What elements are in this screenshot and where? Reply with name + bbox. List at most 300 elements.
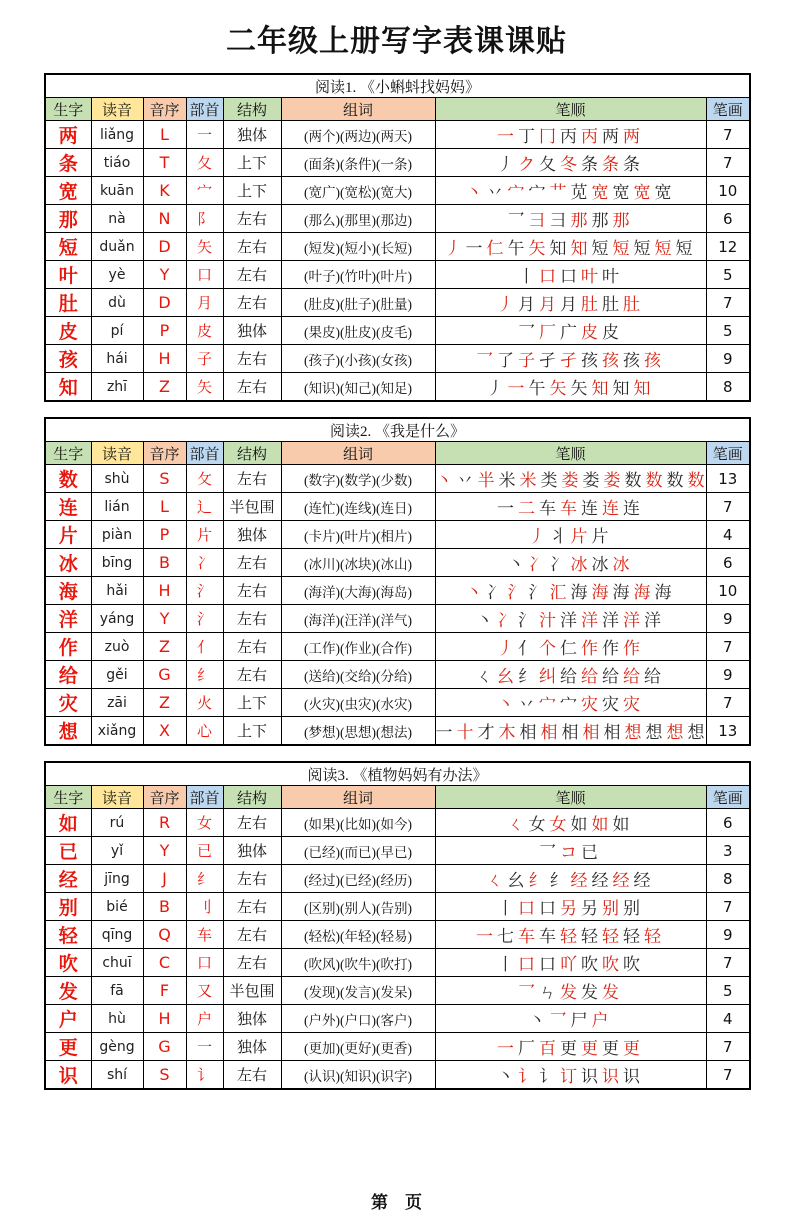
stroke-step: 想: [645, 723, 663, 742]
structure-cell: 左右: [223, 261, 281, 289]
stroke-count-cell: 9: [706, 921, 750, 949]
pinyin-cell: bīng: [91, 549, 143, 577]
column-header: 笔画: [706, 442, 750, 465]
stroke-step: 一: [507, 379, 525, 398]
stroke-step: 海: [570, 583, 588, 602]
stroke-order-cell: [435, 717, 706, 746]
stroke-step: 丙: [581, 127, 598, 146]
structure-cell: 上下: [223, 689, 281, 717]
stroke-step: 仁: [560, 639, 577, 658]
stroke-step: 丷: [456, 471, 474, 490]
stroke-step: 洋: [644, 611, 661, 630]
stroke-step: 作: [623, 639, 640, 658]
stroke-step: 矢: [528, 239, 546, 258]
stroke-step: 彐: [549, 211, 567, 230]
stroke-step: 丶: [497, 695, 514, 714]
table-row: [45, 121, 750, 149]
char-cell: 识: [45, 1061, 91, 1090]
stroke-step: 丙: [560, 127, 577, 146]
stroke-order-cell: [435, 373, 706, 402]
structure-cell: 左右: [223, 921, 281, 949]
words-cell: (宽广)(宽松)(宽大): [281, 177, 435, 205]
stroke-count-cell: 7: [706, 893, 750, 921]
stroke-step: 条: [602, 155, 619, 174]
stroke-count-cell: 5: [706, 317, 750, 345]
stroke-order-cell: [435, 345, 706, 373]
stroke-step: 彐: [528, 211, 546, 230]
stroke-step: 别: [602, 899, 619, 918]
radical-cell: 车: [186, 921, 223, 949]
column-header: 笔画: [706, 98, 750, 121]
pinyin-cell: pí: [91, 317, 143, 345]
stroke-step: 午: [507, 239, 525, 258]
stroke-count-cell: 7: [706, 1033, 750, 1061]
stroke-order-cell: [435, 837, 706, 865]
radical-cell: 已: [186, 837, 223, 865]
stroke-step: 叶: [581, 267, 598, 286]
char-cell: 皮: [45, 317, 91, 345]
stroke-step: 月: [560, 295, 577, 314]
stroke-step: 口: [518, 899, 535, 918]
initial-cell: J: [143, 865, 186, 893]
initial-cell: Y: [143, 605, 186, 633]
words-cell: (果皮)(肚皮)(皮毛): [281, 317, 435, 345]
stroke-step: 女: [549, 815, 567, 834]
structure-cell: 上下: [223, 717, 281, 746]
column-header: 结构: [223, 98, 281, 121]
stroke-step: 相: [540, 723, 558, 742]
table-row: [45, 345, 750, 373]
stroke-step: 尸: [570, 1011, 588, 1030]
stroke-step: 丶: [435, 471, 453, 490]
pinyin-cell: yáng: [91, 605, 143, 633]
stroke-step: 纟: [549, 871, 567, 890]
radical-cell: 口: [186, 261, 223, 289]
stroke-step: 别: [623, 899, 640, 918]
words-cell: (知识)(知己)(知足): [281, 373, 435, 402]
radical-cell: 又: [186, 977, 223, 1005]
radical-cell: 纟: [186, 661, 223, 689]
initial-cell: Q: [143, 921, 186, 949]
stroke-step: 类: [540, 471, 558, 490]
stroke-step: 月: [539, 295, 556, 314]
stroke-step: 汇: [549, 583, 567, 602]
stroke-order-cell: [435, 949, 706, 977]
stroke-step: 吹: [581, 955, 598, 974]
stroke-step: 口: [539, 267, 556, 286]
worksheet-table: [44, 417, 751, 746]
table-row: [45, 717, 750, 746]
structure-cell: 左右: [223, 465, 281, 493]
initial-cell: R: [143, 809, 186, 837]
words-cell: (连忙)(连线)(连日): [281, 493, 435, 521]
stroke-step: 孩: [623, 351, 640, 370]
structure-cell: 上下: [223, 149, 281, 177]
structure-cell: 左右: [223, 865, 281, 893]
radical-cell: 讠: [186, 1061, 223, 1090]
stroke-step: 丨: [497, 899, 514, 918]
stroke-step: 给: [581, 667, 598, 686]
stroke-count-cell: 7: [706, 949, 750, 977]
stroke-step: 乛: [518, 983, 535, 1002]
stroke-step: 冰: [612, 555, 630, 574]
words-cell: (海洋)(汪洋)(洋气): [281, 605, 435, 633]
stroke-step: 识: [581, 1067, 598, 1086]
structure-cell: 左右: [223, 809, 281, 837]
stroke-step: 讠: [539, 1067, 556, 1086]
stroke-step: 孩: [644, 351, 661, 370]
stroke-count-cell: 6: [706, 549, 750, 577]
stroke-step: 纠: [539, 667, 556, 686]
stroke-order-cell: [435, 493, 706, 521]
table-row: [45, 605, 750, 633]
words-cell: (两个)(两边)(两天): [281, 121, 435, 149]
stroke-order-cell: [435, 317, 706, 345]
stroke-step: 丨: [518, 267, 535, 286]
radical-cell: 冫: [186, 549, 223, 577]
stroke-step: 丿: [497, 639, 514, 658]
stroke-step: 氵: [528, 583, 546, 602]
stroke-step: 片: [570, 527, 588, 546]
char-cell: 户: [45, 1005, 91, 1033]
table-row: [45, 837, 750, 865]
column-header: 生字: [45, 442, 91, 465]
stroke-count-cell: 7: [706, 633, 750, 661]
worksheet-table: [44, 761, 751, 1090]
initial-cell: B: [143, 549, 186, 577]
stroke-step: 丬: [549, 527, 567, 546]
table-row: [45, 893, 750, 921]
stroke-count-cell: 7: [706, 493, 750, 521]
pinyin-cell: gěi: [91, 661, 143, 689]
structure-cell: 左右: [223, 661, 281, 689]
stroke-step: 另: [560, 899, 577, 918]
words-cell: (经过)(已经)(经历): [281, 865, 435, 893]
radical-cell: 一: [186, 1033, 223, 1061]
pinyin-cell: jīng: [91, 865, 143, 893]
stroke-step: 连: [581, 499, 598, 518]
stroke-step: 厂: [539, 323, 556, 342]
radical-cell: 氵: [186, 577, 223, 605]
stroke-step: 订: [560, 1067, 577, 1086]
pinyin-cell: gèng: [91, 1033, 143, 1061]
stroke-step: 宀: [539, 695, 556, 714]
stroke-step: 数: [624, 471, 642, 490]
char-cell: 想: [45, 717, 91, 746]
stroke-count-cell: 10: [706, 177, 750, 205]
words-cell: (轻松)(年轻)(轻易): [281, 921, 435, 949]
stroke-count-cell: 6: [706, 205, 750, 233]
char-cell: 那: [45, 205, 91, 233]
column-header: 音序: [143, 786, 186, 809]
stroke-step: 乛: [476, 351, 493, 370]
stroke-step: 连: [602, 499, 619, 518]
words-cell: (送给)(交给)(分给): [281, 661, 435, 689]
stroke-step: 亻: [518, 639, 535, 658]
stroke-count-cell: 13: [706, 717, 750, 746]
stroke-step: 洋: [560, 611, 577, 630]
column-header: 结构: [223, 786, 281, 809]
pinyin-cell: yǐ: [91, 837, 143, 865]
column-header: 笔顺: [435, 442, 706, 465]
stroke-step: 皮: [602, 323, 619, 342]
stroke-step: 乛: [518, 323, 535, 342]
pinyin-cell: dù: [91, 289, 143, 317]
stroke-step: 夂: [539, 155, 556, 174]
stroke-step: 宀: [528, 183, 546, 202]
stroke-step: 轻: [602, 927, 619, 946]
stroke-step: 汁: [539, 611, 556, 630]
initial-cell: P: [143, 521, 186, 549]
stroke-step: 孩: [581, 351, 598, 370]
table-title: 阅读3. 《植物妈妈有办法》: [45, 762, 750, 786]
stroke-step: 午: [528, 379, 546, 398]
structure-cell: 左右: [223, 345, 281, 373]
stroke-step: 宽: [612, 183, 630, 202]
initial-cell: L: [143, 121, 186, 149]
stroke-step: 纟: [518, 667, 535, 686]
radical-cell: 攵: [186, 465, 223, 493]
char-cell: 灾: [45, 689, 91, 717]
table-row: [45, 1061, 750, 1090]
stroke-step: 米: [519, 471, 537, 490]
radical-cell: 火: [186, 689, 223, 717]
words-cell: (那么)(那里)(那边): [281, 205, 435, 233]
initial-cell: Y: [143, 261, 186, 289]
char-cell: 数: [45, 465, 91, 493]
stroke-step: 丁: [518, 127, 535, 146]
stroke-step: 数: [687, 471, 705, 490]
stroke-step: 冫: [497, 611, 514, 630]
initial-cell: G: [143, 661, 186, 689]
initial-cell: C: [143, 949, 186, 977]
stroke-step: コ: [560, 843, 577, 862]
words-cell: (已经)(而已)(早已): [281, 837, 435, 865]
stroke-step: 一: [497, 1039, 514, 1058]
stroke-order-cell: [435, 577, 706, 605]
words-cell: (冰川)(冰块)(冰山): [281, 549, 435, 577]
stroke-step: ㄑ: [486, 871, 504, 890]
table-title: 阅读2. 《我是什么》: [45, 418, 750, 442]
stroke-step: 孑: [539, 351, 556, 370]
stroke-step: 短: [675, 239, 693, 258]
structure-cell: 左右: [223, 577, 281, 605]
stroke-count-cell: 5: [706, 261, 750, 289]
stroke-step: 口: [518, 955, 535, 974]
stroke-step: 给: [602, 667, 619, 686]
stroke-step: 丷: [486, 183, 504, 202]
column-header: 读音: [91, 786, 143, 809]
stroke-step: 海: [633, 583, 651, 602]
stroke-step: 口: [560, 267, 577, 286]
stroke-step: 两: [602, 127, 619, 146]
stroke-step: 洋: [602, 611, 619, 630]
pinyin-cell: hái: [91, 345, 143, 373]
stroke-step: 丶: [465, 583, 483, 602]
words-cell: (吹风)(吹牛)(吹打): [281, 949, 435, 977]
stroke-step: 经: [633, 871, 651, 890]
pinyin-cell: zhī: [91, 373, 143, 402]
stroke-step: 十: [456, 723, 474, 742]
words-cell: (数字)(数学)(少数): [281, 465, 435, 493]
table-row: [45, 921, 750, 949]
pinyin-cell: kuān: [91, 177, 143, 205]
pinyin-cell: fā: [91, 977, 143, 1005]
stroke-step: 叶: [602, 267, 619, 286]
stroke-order-cell: [435, 865, 706, 893]
stroke-step: 相: [561, 723, 579, 742]
pinyin-cell: rú: [91, 809, 143, 837]
stroke-order-cell: [435, 149, 706, 177]
stroke-step: 吹: [623, 955, 640, 974]
initial-cell: Z: [143, 633, 186, 661]
stroke-count-cell: 4: [706, 1005, 750, 1033]
initial-cell: H: [143, 577, 186, 605]
initial-cell: Z: [143, 373, 186, 402]
words-cell: (短发)(短小)(长短): [281, 233, 435, 261]
stroke-step: 七: [497, 927, 514, 946]
words-cell: (认识)(知识)(识字): [281, 1061, 435, 1090]
initial-cell: P: [143, 317, 186, 345]
stroke-step: 厂: [518, 1039, 535, 1058]
stroke-order-cell: [435, 521, 706, 549]
column-header: 部首: [186, 442, 223, 465]
pinyin-cell: nà: [91, 205, 143, 233]
table-row: [45, 1005, 750, 1033]
words-cell: (火灾)(虫灾)(水灾): [281, 689, 435, 717]
stroke-step: 子: [518, 351, 535, 370]
stroke-step: 宽: [591, 183, 609, 202]
stroke-step: 冫: [528, 555, 546, 574]
stroke-step: 识: [623, 1067, 640, 1086]
stroke-step: 知: [570, 239, 588, 258]
initial-cell: D: [143, 289, 186, 317]
stroke-step: 丶: [507, 555, 525, 574]
structure-cell: 左右: [223, 289, 281, 317]
stroke-step: 两: [623, 127, 640, 146]
char-cell: 洋: [45, 605, 91, 633]
words-cell: (面条)(条件)(一条): [281, 149, 435, 177]
stroke-step: 条: [623, 155, 640, 174]
stroke-step: 洋: [581, 611, 598, 630]
char-cell: 知: [45, 373, 91, 402]
stroke-order-cell: [435, 661, 706, 689]
char-cell: 连: [45, 493, 91, 521]
stroke-step: 宀: [560, 695, 577, 714]
char-cell: 轻: [45, 921, 91, 949]
char-cell: 已: [45, 837, 91, 865]
stroke-step: 更: [623, 1039, 640, 1058]
table-row: [45, 865, 750, 893]
stroke-count-cell: 9: [706, 605, 750, 633]
stroke-step: 作: [602, 639, 619, 658]
stroke-step: 想: [687, 723, 705, 742]
stroke-step: 一: [497, 499, 514, 518]
pinyin-cell: bié: [91, 893, 143, 921]
stroke-step: 车: [518, 927, 535, 946]
stroke-step: 丨: [497, 955, 514, 974]
stroke-step: 片: [591, 527, 609, 546]
initial-cell: K: [143, 177, 186, 205]
stroke-count-cell: 9: [706, 345, 750, 373]
stroke-step: 相: [603, 723, 621, 742]
stroke-order-cell: [435, 605, 706, 633]
stroke-step: 肚: [602, 295, 619, 314]
stroke-order-cell: [435, 689, 706, 717]
stroke-step: ク: [518, 155, 535, 174]
stroke-order-cell: [435, 977, 706, 1005]
stroke-step: 灾: [581, 695, 598, 714]
initial-cell: X: [143, 717, 186, 746]
stroke-order-cell: [435, 921, 706, 949]
stroke-step: 更: [602, 1039, 619, 1058]
stroke-step: 女: [528, 815, 546, 834]
stroke-count-cell: 8: [706, 373, 750, 402]
words-cell: (区别)(别人)(告别): [281, 893, 435, 921]
stroke-step: 想: [624, 723, 642, 742]
column-header: 部首: [186, 98, 223, 121]
structure-cell: 独体: [223, 317, 281, 345]
stroke-step: 吖: [560, 955, 577, 974]
table-row: [45, 689, 750, 717]
table-row: [45, 233, 750, 261]
stroke-step: 作: [581, 639, 598, 658]
column-header: 生字: [45, 98, 91, 121]
radical-cell: 女: [186, 809, 223, 837]
column-header: 组词: [281, 442, 435, 465]
words-cell: (叶子)(竹叶)(叶片): [281, 261, 435, 289]
stroke-step: 发: [581, 983, 598, 1002]
stroke-order-cell: [435, 809, 706, 837]
stroke-count-cell: 7: [706, 689, 750, 717]
table-row: [45, 493, 750, 521]
stroke-step: 冰: [591, 555, 609, 574]
stroke-step: 纟: [528, 871, 546, 890]
char-cell: 别: [45, 893, 91, 921]
radical-cell: 刂: [186, 893, 223, 921]
column-header: 音序: [143, 98, 186, 121]
column-header: 结构: [223, 442, 281, 465]
worksheet-tables: [44, 73, 749, 1090]
initial-cell: S: [143, 1061, 186, 1090]
stroke-step: 车: [539, 499, 556, 518]
stroke-count-cell: 8: [706, 865, 750, 893]
stroke-step: 灾: [602, 695, 619, 714]
pinyin-cell: zuò: [91, 633, 143, 661]
stroke-step: 了: [497, 351, 514, 370]
structure-cell: 左右: [223, 1061, 281, 1090]
char-cell: 海: [45, 577, 91, 605]
table-row: [45, 949, 750, 977]
stroke-step: 矢: [549, 379, 567, 398]
radical-cell: 宀: [186, 177, 223, 205]
stroke-step: 经: [591, 871, 609, 890]
stroke-step: 车: [539, 927, 556, 946]
stroke-step: 冫: [486, 583, 504, 602]
stroke-step: 短: [654, 239, 672, 258]
structure-cell: 左右: [223, 605, 281, 633]
stroke-step: 仁: [486, 239, 504, 258]
stroke-step: 知: [633, 379, 651, 398]
stroke-step: 知: [549, 239, 567, 258]
stroke-step: 宀: [507, 183, 525, 202]
char-cell: 肚: [45, 289, 91, 317]
initial-cell: T: [143, 149, 186, 177]
structure-cell: 上下: [223, 177, 281, 205]
stroke-order-cell: [435, 549, 706, 577]
stroke-step: 孑: [560, 351, 577, 370]
stroke-order-cell: [435, 465, 706, 493]
